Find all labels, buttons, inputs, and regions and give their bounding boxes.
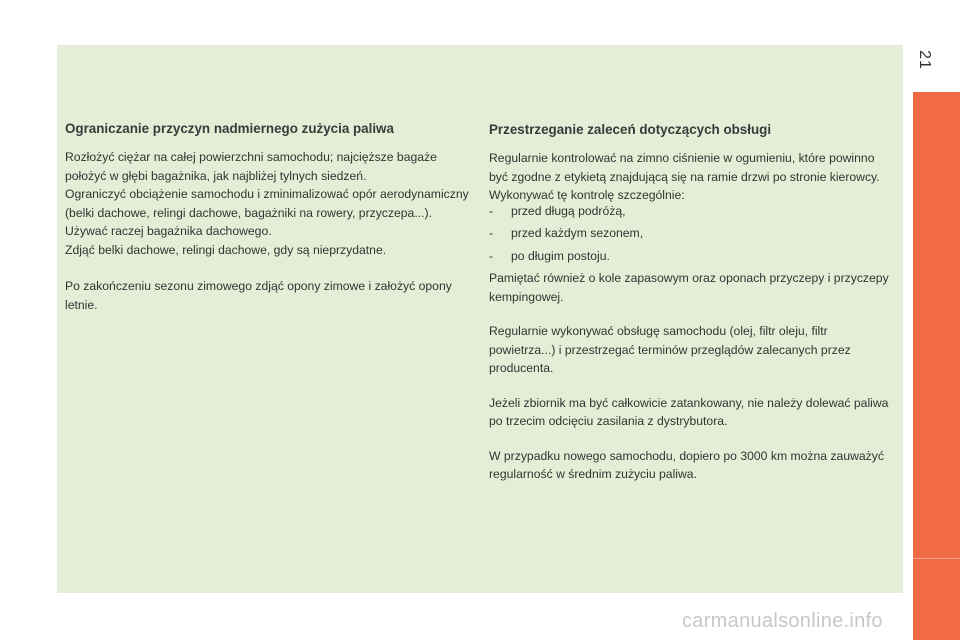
right-paragraph: Regularnie wykonywać obsługę samochodu (olej, filtr oleju, filtr powietrza...) i przestrzegać terminów przeglądów zalecanych przez producenta. bbox=[489, 324, 851, 375]
list-item bbox=[489, 224, 889, 243]
left-paragraph: Ograniczyć obciążenie samochodu i zminimalizować opór aerodynamiczny (belki dachowe, relingi dachowe, bagażniki na rowery, przyczepa...). Używać raczej bagażnika dachowego. bbox=[65, 187, 469, 238]
right-column-heading: Przestrzeganie zaleceń dotyczących obsługi bbox=[489, 122, 772, 137]
list-item bbox=[489, 202, 889, 221]
list-item-text: przed długą podróżą, bbox=[511, 203, 626, 218]
list-dash: - bbox=[489, 226, 494, 240]
spacer bbox=[489, 306, 889, 322]
spacer bbox=[65, 259, 475, 277]
side-tab-divider bbox=[913, 558, 960, 559]
left-paragraph: Rozłożyć ciężar na całej powierzchni samochodu; najcięższe bagaże położyć w głębi bagażnika, jak najbliżej tylnych siedzeń. bbox=[65, 150, 437, 183]
page-number: 21 bbox=[916, 50, 933, 70]
right-paragraph: Jeżeli zbiornik ma być całkowicie zatankowany, nie należy dolewać paliwa po trzecim odcięciu zasilania z dystrybutora. bbox=[489, 395, 889, 428]
list-dash: - bbox=[489, 248, 494, 263]
chapter-side-tab bbox=[913, 92, 960, 640]
list-item-text: przed każdym sezonem, bbox=[511, 226, 644, 240]
right-paragraph: Regularnie kontrolować na zimno ciśnienie w ogumieniu, które powinno być zgodne z etykietą znajdującą się na ramie drzwi po stronie kierowcy. bbox=[489, 151, 880, 184]
left-paragraph: Zdjąć belki dachowe, relingi dachowe, gdy są nieprzydatne. bbox=[65, 242, 387, 257]
right-paragraph: W przypadku nowego samochodu, dopiero po 3000 km można zauważyć regularność w średnim zużyciu paliwa. bbox=[489, 448, 884, 481]
spacer bbox=[489, 431, 889, 447]
left-column-heading: Ograniczanie przyczyn nadmiernego zużycia paliwa bbox=[65, 121, 394, 136]
right-column bbox=[489, 121, 889, 484]
left-paragraph: Po zakończeniu sezonu zimowego zdjąć opony zimowe i założyć opony letnie. bbox=[65, 279, 452, 312]
list-item-text: po długim postoju. bbox=[511, 248, 610, 263]
spacer bbox=[489, 378, 889, 394]
right-paragraph: Wykonywać tę kontrolę szczególnie: bbox=[489, 188, 685, 202]
list-item bbox=[489, 247, 889, 266]
right-paragraph: Pamiętać również o kole zapasowym oraz oponach przyczepy i przyczepy kempingowej. bbox=[489, 271, 889, 304]
list-dash: - bbox=[489, 203, 494, 218]
left-column bbox=[65, 120, 475, 314]
watermark: carmanualsonline.info bbox=[682, 610, 883, 632]
